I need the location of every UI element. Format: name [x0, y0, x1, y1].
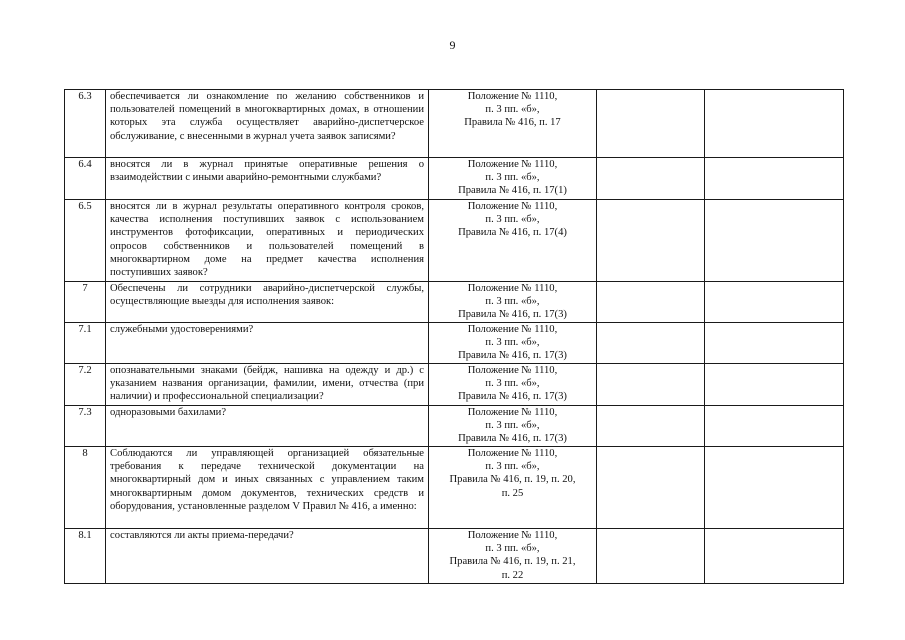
reference-cell: [429, 90, 597, 158]
question-cell: [106, 200, 429, 282]
answer-cell[interactable]: [597, 529, 705, 584]
reference-cell: [429, 158, 597, 200]
answer-cell[interactable]: [597, 406, 705, 447]
reference-cell: [429, 447, 597, 529]
reference-line: п. 22: [501, 569, 524, 581]
table-row: [65, 529, 844, 584]
question-cell: [106, 90, 429, 158]
reference-line: Положение № 1110,: [467, 201, 558, 212]
note-cell[interactable]: [705, 406, 844, 447]
question-text: опознавательными знаками (бейдж, нашивка на одежду и др.) с указанием названия организации, фамилии, имени, отчества (при наличии) и профессиональной специализации?: [110, 365, 424, 403]
table-row: [65, 282, 844, 323]
reference-line: Правила № 416, п. 17(4): [458, 227, 567, 239]
row-number: 7.1: [65, 323, 106, 364]
row-number: 6.4: [65, 158, 106, 200]
note-cell[interactable]: [705, 90, 844, 158]
reference-line: Положение № 1110,: [467, 159, 558, 170]
question-text: составляются ли акты приема-передачи?: [110, 530, 294, 541]
reference-line: п. 3 пп. «б»,: [485, 104, 540, 116]
answer-cell[interactable]: [597, 200, 705, 282]
question-text: Соблюдаются ли управляющей организацией обязательные требования к передаче технической документации на многоквартирный дом и иных связанных с управлением таким многоквартирным домом документов, технических средств и оборудования, установленные разделом V Правил № 416, а именно:: [110, 448, 424, 512]
reference-line: Правила № 416, п. 17(3): [458, 350, 567, 362]
note-cell[interactable]: [705, 158, 844, 200]
question-text: вносятся ли в журнал результаты оперативного контроля сроков, качества исполнения поступивших заявок с использованием инструментов фотофиксации, оперативных и периодических опросов собственников и пользователей помещений в многоквартирном доме на предмет качества исполнения поступивших заявок?: [110, 201, 424, 279]
table-row: [65, 90, 844, 158]
reference-line: п. 25: [501, 487, 524, 499]
table-row: [65, 406, 844, 447]
question-cell: [106, 158, 429, 200]
row-number: 7: [65, 282, 106, 323]
answer-cell[interactable]: [597, 323, 705, 364]
page-number: 9: [449, 38, 456, 52]
question-cell: [106, 406, 429, 447]
reference-cell: [429, 406, 597, 447]
reference-line: п. 3 пп. «б»,: [485, 420, 540, 432]
answer-cell[interactable]: [597, 364, 705, 406]
reference-line: Правила № 416, п. 19, п. 21,: [449, 556, 576, 568]
note-cell[interactable]: [705, 200, 844, 282]
question-text: служебными удостоверениями?: [110, 324, 254, 335]
reference-line: Правила № 416, п. 17(3): [458, 309, 567, 321]
row-number: 6.5: [65, 200, 106, 282]
reference-cell: [429, 364, 597, 406]
question-cell: [106, 529, 429, 584]
reference-line: Положение № 1110,: [467, 407, 558, 418]
answer-cell[interactable]: [597, 158, 705, 200]
row-number: 8.1: [65, 529, 106, 584]
reference-line: п. 3 пп. «б»,: [485, 461, 540, 473]
reference-line: Положение № 1110,: [467, 91, 558, 102]
reference-line: п. 3 пп. «б»,: [485, 172, 540, 184]
row-number: 8: [65, 447, 106, 529]
note-cell[interactable]: [705, 529, 844, 584]
question-text: обеспечивается ли ознакомление по желанию собственников и пользователей помещений в многоквартирных домах, в отношении которых эта служба осуществляет аварийно-диспетчерское обслуживание, с внесенными в журнал учета заявок записями?: [110, 91, 424, 142]
checklist-table: [64, 89, 844, 584]
question-cell: [106, 282, 429, 323]
reference-line: п. 3 пп. «б»,: [485, 296, 540, 308]
question-text: вносятся ли в журнал принятые оперативные решения о взаимодействии с иными аварийно-ремонтными службами?: [110, 159, 424, 184]
reference-cell: [429, 282, 597, 323]
note-cell[interactable]: [705, 323, 844, 364]
note-cell[interactable]: [705, 447, 844, 529]
reference-cell: [429, 323, 597, 364]
question-text: Обеспечены ли сотрудники аварийно-диспетчерской службы, осуществляющие выезды для исполнения заявок:: [110, 283, 424, 308]
answer-cell[interactable]: [597, 90, 705, 158]
question-cell: [106, 364, 429, 406]
reference-line: Правила № 416, п. 17: [464, 117, 561, 129]
table-row: [65, 447, 844, 529]
reference-line: Положение № 1110,: [467, 530, 558, 541]
reference-line: Положение № 1110,: [467, 283, 558, 294]
reference-line: Правила № 416, п. 17(3): [458, 391, 567, 403]
reference-line: п. 3 пп. «б»,: [485, 214, 540, 226]
question-cell: [106, 323, 429, 364]
reference-line: Правила № 416, п. 19, п. 20,: [449, 474, 576, 486]
reference-line: п. 3 пп. «б»,: [485, 378, 540, 390]
reference-line: Правила № 416, п. 17(3): [458, 433, 567, 445]
answer-cell[interactable]: [597, 447, 705, 529]
table-row: [65, 364, 844, 406]
reference-line: п. 3 пп. «б»,: [485, 543, 540, 555]
row-number: 7.2: [65, 364, 106, 406]
reference-cell: [429, 529, 597, 584]
row-number: 6.3: [65, 90, 106, 158]
reference-line: п. 3 пп. «б»,: [485, 337, 540, 349]
table-row: [65, 200, 844, 282]
table-row: [65, 158, 844, 200]
reference-line: Положение № 1110,: [467, 448, 558, 459]
reference-line: Положение № 1110,: [467, 365, 558, 376]
note-cell[interactable]: [705, 282, 844, 323]
reference-cell: [429, 200, 597, 282]
row-number: 7.3: [65, 406, 106, 447]
table-row: [65, 323, 844, 364]
question-cell: [106, 447, 429, 529]
note-cell[interactable]: [705, 364, 844, 406]
answer-cell[interactable]: [597, 282, 705, 323]
question-text: одноразовыми бахилами?: [110, 407, 227, 418]
reference-line: Правила № 416, п. 17(1): [458, 185, 567, 197]
reference-line: Положение № 1110,: [467, 324, 558, 335]
